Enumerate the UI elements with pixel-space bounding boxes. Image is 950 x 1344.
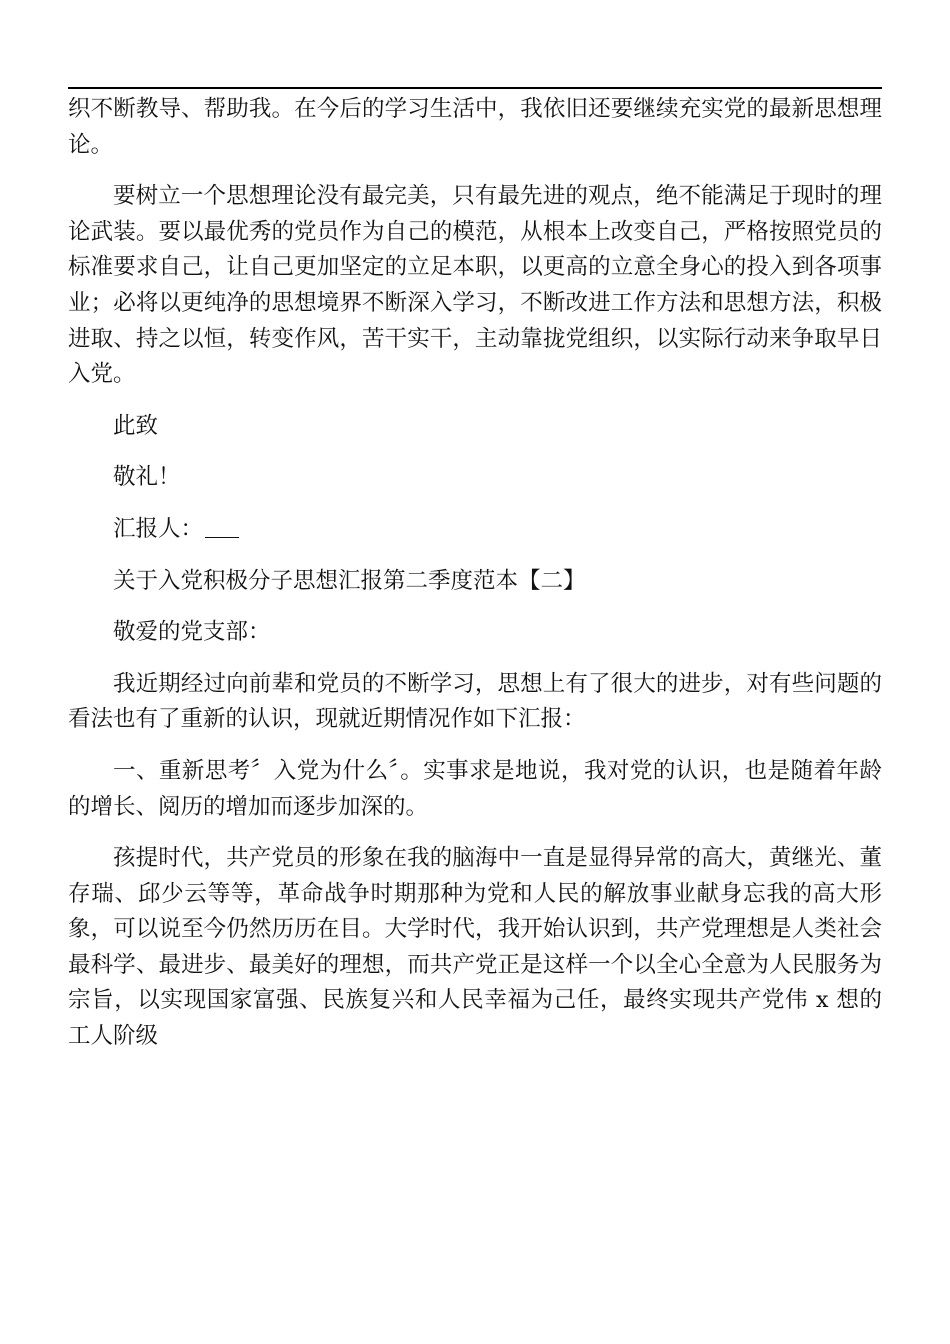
reporter-line: [68, 512, 882, 548]
paragraph-section-1: 一、重新思考〞入党为什么〞。实事求是地说，我对党的认识，也是随着年龄的增长、阅历的增加而逐步加深的。: [68, 757, 882, 820]
closing-line-2: 敬礼！: [113, 464, 181, 491]
header-rule: [68, 87, 882, 89]
reporter-blank: [205, 536, 239, 538]
document-body: [68, 92, 882, 1071]
section-title: 关于入党积极分子思想汇报第二季度范本【二】: [113, 567, 586, 594]
salutation: 敬爱的党支部：: [113, 619, 271, 646]
paragraph-resolve: 要树立一个思想理论没有最完美，只有最先进的观点，绝不能满足于现时的理论武装。要以最优秀的党员作为自己的模范，从根本上改变自己，严格按照党员的标准要求自己，让自己更加坚定的立足本职，以更高的立意全身心的投入到各项事业；必将以更纯净的思想境界不断深入学习，不断改进工作方法和思想方法，积极进取、持之以恒，转变作风，苦干实干，主动靠拢党组织，以实际行动来争取早日入党。: [68, 183, 882, 388]
closing-line-1: 此致: [113, 412, 159, 439]
paragraph-childhood: 孩提时代，共产党员的形象在我的脑海中一直是显得异常的高大，黄继光、董存瑞、邱少云等等，革命战争时期那种为党和人民的解放事业献身忘我的高大形象，可以说至今仍然历历在目。大学时代，我开始认识到，共产党理想是人类社会最科学、最进步、最美好的理想，而共产党正是这样一个以全心全意为人民服务为宗旨，以实现国家富强、民族复兴和人民幸福为己任，最终实现共产党伟 x 想的工人阶级: [68, 845, 882, 1050]
reporter-label: 汇报人：: [113, 515, 204, 542]
paragraph-intro: 我近期经过向前辈和党员的不断学习，思想上有了很大的进步，对有些问题的看法也有了重新的认识，现就近期情况作如下汇报：: [68, 670, 882, 733]
paragraph-continuation: 织不断教导、帮助我。在今后的学习生活中，我依旧还要继续充实党的最新思想理论。: [68, 96, 882, 158]
